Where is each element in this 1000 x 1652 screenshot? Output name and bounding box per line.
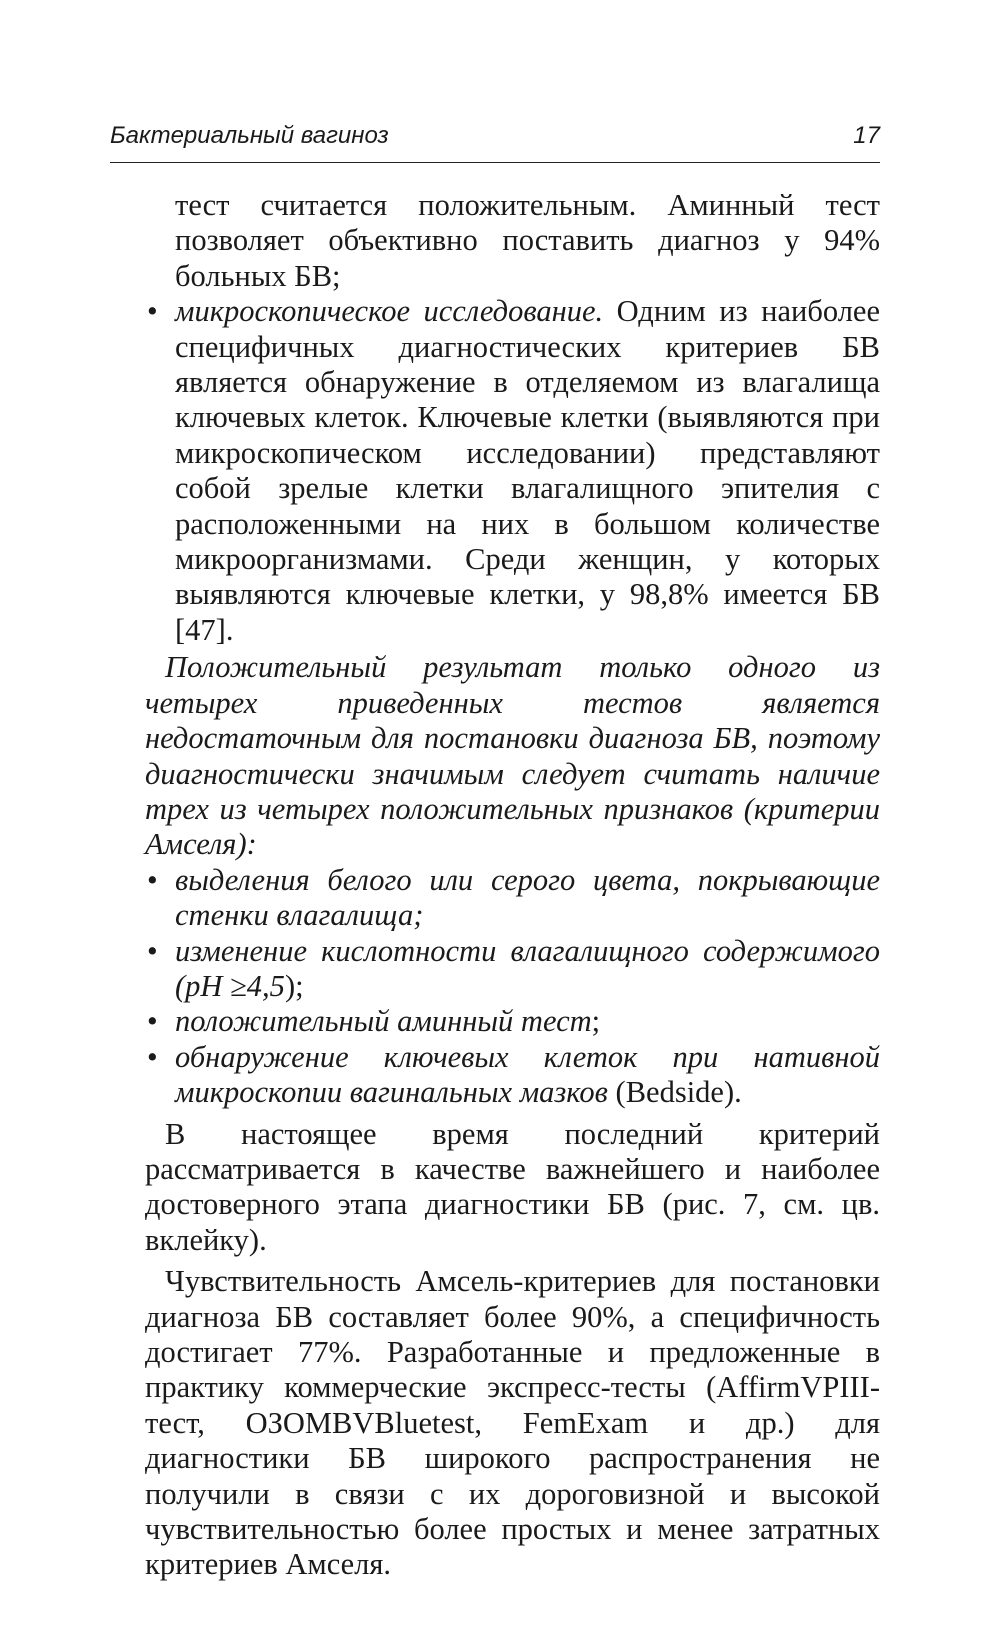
criterion-text: положительный аминный тест	[175, 1004, 592, 1039]
criterion-item	[145, 1040, 880, 1111]
criterion-suffix: );	[284, 968, 304, 1003]
bullet-icon: •	[147, 1004, 158, 1039]
bullet-icon: •	[147, 933, 158, 968]
paragraph-sensitivity: Чувствительность Амсель-критериев для постановки диагноза БВ составляет более 90%, а специфичность достигает 77%. Разработанные и предложенные в практику коммерческие экспресс-тесты (AffirmVPIII-тест, OЗOMBVBluetest, FemExam и др.) для диагностики БВ широкого распространения не получили в связи с их дороговизной и высокой чувствительностью более простых и менее затратных критериев Амселя.	[145, 1264, 880, 1582]
amsel-intro-paragraph: Положительный результат только одного из четырех приведенных тестов является недостаточным для постановки диагноза БВ, поэтому диагностически значимым следует считать наличие трех из четырех положительных признаков (критерии Амселя):	[145, 650, 880, 862]
page-body	[145, 188, 880, 1583]
bullet-microscopy	[145, 294, 880, 648]
chapter-title: Бактериальный вагиноз	[110, 122, 389, 149]
page-number: 17	[853, 122, 880, 149]
criterion-item	[145, 934, 880, 1005]
criterion-suffix: (Bedside).	[607, 1075, 742, 1110]
bullet-icon: •	[147, 294, 158, 329]
paragraph-current-criterion: В настоящее время последний критерий рассматривается в качестве важнейшего и наиболее достоверного этапа диагностики БВ (рис. 7, см. цв. вклейку).	[145, 1116, 880, 1257]
continued-text: тест считается положительным. Аминный тест позволяет объективно поставить диагноз у 94% больных БВ;	[175, 188, 880, 293]
criterion-suffix: ;	[591, 1004, 601, 1039]
bullet-term: микроскопическое исследование.	[175, 294, 604, 329]
criterion-item	[145, 863, 880, 934]
bullet-icon: •	[147, 862, 158, 897]
bullet-icon: •	[147, 1039, 158, 1074]
criterion-item	[145, 1004, 880, 1039]
running-header	[110, 118, 880, 163]
criterion-text: обнаружение ключевых клеток при нативной микроскопии вагинальных мазков	[175, 1039, 880, 1110]
criterion-text: выделения белого или серого цвета, покрывающие стенки влагалища;	[175, 862, 880, 933]
criterion-text: изменение кислотности влагалищного содержимого (pH ≥4,5	[175, 933, 880, 1003]
bullet-text: Одним из наиболее специфичных диагностических критериев БВ является обнаружение в отделяемом из влагалища ключевых клеток. Ключевые клетки (выявляются при микроскопическом исследовании) представляют собой зрелые клетки влагалищного эпителия с расположенными на них в большом количестве микроорганизмами. Среди женщин, у которых выявляются ключевые клетки, у 98,8% имеется БВ [47].	[175, 294, 880, 647]
